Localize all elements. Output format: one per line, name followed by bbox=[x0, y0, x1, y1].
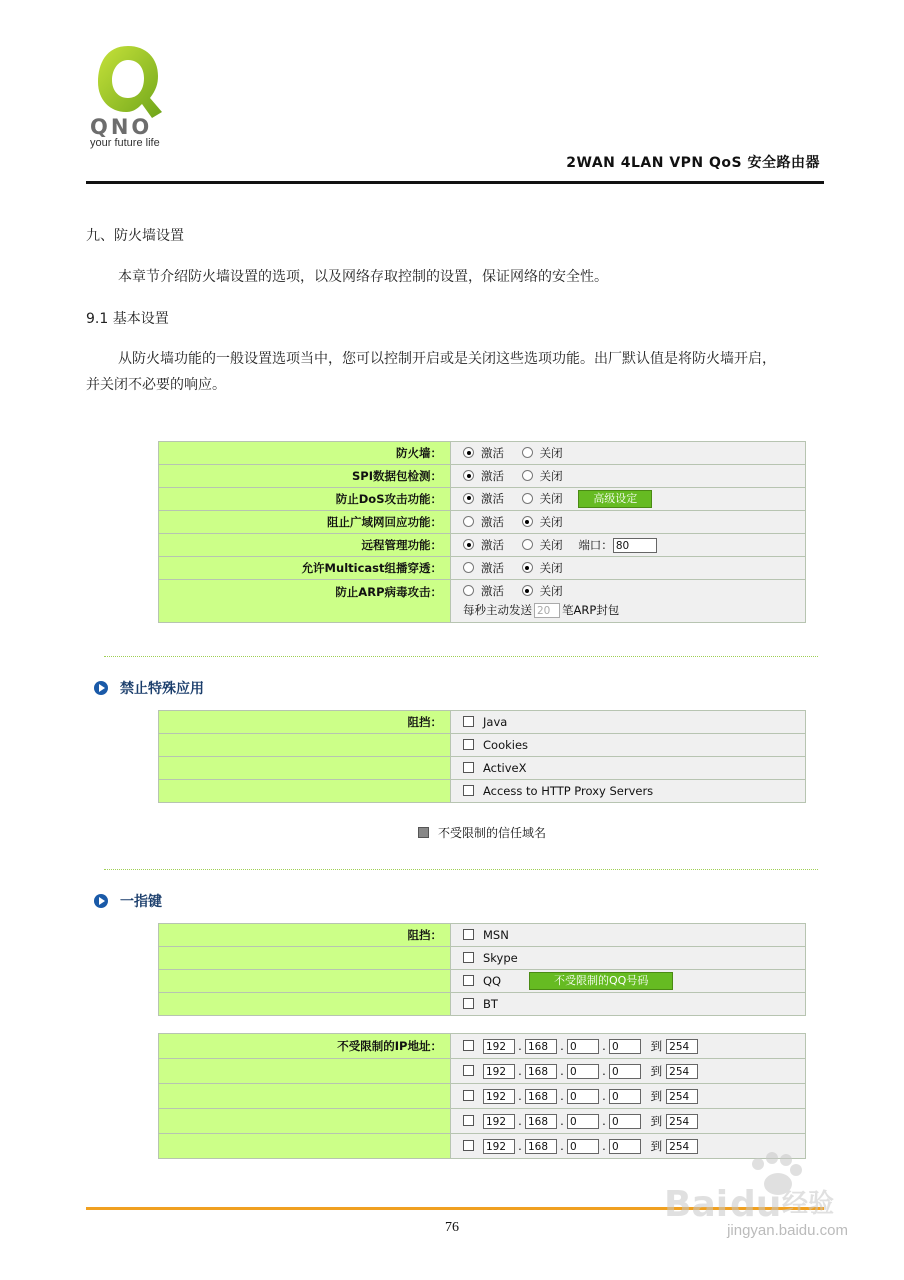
section-intro-line2: 并关闭不必要的响应。 bbox=[86, 377, 226, 393]
radio-label-on: 激活 bbox=[481, 469, 504, 483]
table-row: 不受限制的IP地址： 192 . 168 . 0 . 0 到 254 bbox=[159, 1034, 806, 1059]
ip-start-octet-1[interactable]: 192 bbox=[483, 1114, 515, 1129]
page-number: 76 bbox=[445, 1220, 459, 1235]
to-label: 到 bbox=[650, 1139, 663, 1153]
one-key-title: 一指键 bbox=[120, 894, 162, 910]
block-label: 阻挡： bbox=[159, 924, 451, 947]
row-wan-response bbox=[159, 511, 806, 534]
radio-remote-on[interactable] bbox=[463, 539, 474, 550]
table-row bbox=[159, 711, 806, 734]
table-row bbox=[159, 924, 806, 947]
radio-label-off: 关闭 bbox=[539, 538, 563, 552]
item-label: ActiveX bbox=[483, 761, 527, 775]
checkbox-java[interactable] bbox=[463, 716, 474, 727]
header-rule bbox=[86, 181, 824, 184]
checkbox-ip-range[interactable] bbox=[463, 1140, 474, 1151]
arrow-circle-icon bbox=[94, 681, 108, 695]
dos-advanced-button[interactable]: 高级设定 bbox=[578, 490, 652, 508]
radio-label-on: 激活 bbox=[481, 515, 504, 529]
watermark-url: jingyan.baidu.com bbox=[727, 1222, 848, 1239]
radio-dos-off[interactable] bbox=[522, 493, 533, 504]
label-firewall: 防火墙： bbox=[159, 442, 451, 465]
checkbox-skype[interactable] bbox=[463, 952, 474, 963]
label-spi: SPI数据包检测： bbox=[159, 465, 451, 488]
checkbox-trusted-domain[interactable] bbox=[418, 827, 429, 838]
label-multicast: 允许Multicast组播穿透： bbox=[159, 557, 451, 580]
svg-text:QNO: QNO bbox=[90, 115, 153, 139]
radio-remote-off[interactable] bbox=[522, 539, 533, 550]
chapter-intro: 本章节介绍防火墙设置的选项，以及网络存取控制的设置，保证网络的安全性。 bbox=[118, 269, 608, 285]
firewall-settings-table bbox=[158, 441, 806, 623]
radio-label-off: 关闭 bbox=[539, 491, 563, 506]
checkbox-ip-range[interactable] bbox=[463, 1090, 474, 1101]
block-label: 阻挡： bbox=[159, 711, 451, 734]
section-divider bbox=[104, 869, 818, 870]
radio-label-off: 关闭 bbox=[539, 584, 563, 598]
radio-label-off: 关闭 bbox=[539, 561, 563, 575]
radio-firewall-on[interactable] bbox=[463, 447, 474, 458]
checkbox-ip-range[interactable] bbox=[463, 1040, 474, 1051]
table-row bbox=[159, 734, 806, 757]
svg-text:经验: 经验 bbox=[782, 1189, 835, 1219]
radio-label-on: 激活 bbox=[481, 561, 504, 575]
ip-start-octet-4[interactable]: 0 bbox=[609, 1089, 641, 1104]
row-dos bbox=[159, 488, 806, 511]
row-remote-management bbox=[159, 534, 806, 557]
checkbox-bt[interactable] bbox=[463, 998, 474, 1009]
checkbox-cookies[interactable] bbox=[463, 739, 474, 750]
radio-multicast-off[interactable] bbox=[522, 562, 533, 573]
radio-label-off: 关闭 bbox=[539, 515, 563, 529]
ip-start-octet-4[interactable]: 0 bbox=[609, 1114, 641, 1129]
ip-start-octet-4[interactable]: 0 bbox=[609, 1039, 641, 1054]
row-multicast bbox=[159, 557, 806, 580]
row-firewall bbox=[159, 442, 806, 465]
to-label: 到 bbox=[650, 1089, 663, 1103]
table-row: 192 . 168 . 0 . 0 到 254 bbox=[159, 1134, 806, 1159]
one-key-heading bbox=[94, 891, 162, 911]
ip-label: 不受限制的IP地址： bbox=[159, 1034, 451, 1059]
port-label: 端口： bbox=[578, 538, 613, 552]
radio-firewall-off[interactable] bbox=[522, 447, 533, 458]
arp-rate-suffix: 笔ARP封包 bbox=[562, 603, 620, 617]
svg-text:du: du bbox=[730, 1184, 782, 1225]
row-spi bbox=[159, 465, 806, 488]
radio-spi-on[interactable] bbox=[463, 470, 474, 481]
special-apps-title: 禁止特殊应用 bbox=[120, 681, 204, 697]
ip-end-octet[interactable]: 254 bbox=[666, 1089, 698, 1104]
ip-start-octet-2[interactable]: 168 bbox=[525, 1089, 557, 1104]
table-row bbox=[159, 947, 806, 970]
radio-label-on: 激活 bbox=[481, 446, 504, 460]
radio-wan-response-off[interactable] bbox=[522, 516, 533, 527]
checkbox-ip-range[interactable] bbox=[463, 1115, 474, 1126]
arrow-circle-icon bbox=[94, 894, 108, 908]
to-label: 到 bbox=[650, 1114, 663, 1128]
item-label: Cookies bbox=[483, 738, 529, 752]
radio-label-on: 激活 bbox=[481, 584, 504, 598]
checkbox-qq[interactable] bbox=[463, 975, 474, 986]
section-heading: 9.1 基本设置 bbox=[86, 311, 169, 327]
trusted-domain-label: 不受限制的信任域名 bbox=[438, 826, 547, 840]
chapter-heading: 九、防火墙设置 bbox=[86, 228, 184, 244]
radio-arp-off[interactable] bbox=[522, 585, 533, 596]
arp-rate-prefix: 每秒主动发送 bbox=[463, 603, 532, 617]
ip-start-octet-2[interactable]: 168 bbox=[525, 1039, 557, 1054]
ip-start-octet-1[interactable]: 192 bbox=[483, 1089, 515, 1104]
to-label: 到 bbox=[650, 1039, 663, 1053]
logo-tagline: your future life bbox=[90, 137, 160, 149]
label-wan-response: 阻止广域网回应功能： bbox=[159, 511, 451, 534]
table-row bbox=[159, 970, 806, 993]
table-row: 192 . 168 . 0 . 0 到 254 bbox=[159, 1109, 806, 1134]
ip-end-octet[interactable]: 254 bbox=[666, 1114, 698, 1129]
ip-start-octet-4[interactable]: 0 bbox=[609, 1139, 641, 1154]
radio-label-on: 激活 bbox=[481, 538, 504, 552]
row-arp bbox=[159, 580, 806, 623]
qno-logo bbox=[88, 42, 178, 152]
ip-start-octet-3[interactable]: 0 bbox=[567, 1114, 599, 1129]
item-label: MSN bbox=[483, 928, 509, 942]
special-apps-table bbox=[158, 710, 806, 803]
document-title: 2WAN 4LAN VPN QoS 安全路由器 bbox=[566, 155, 820, 171]
table-row bbox=[159, 780, 806, 803]
label-dos: 防止DoS攻击功能： bbox=[159, 488, 451, 511]
ip-start-octet-1[interactable]: 192 bbox=[483, 1064, 515, 1079]
to-label: 到 bbox=[650, 1064, 663, 1078]
radio-label-off: 关闭 bbox=[539, 469, 563, 483]
label-remote-management: 远程管理功能： bbox=[159, 534, 451, 557]
special-apps-heading bbox=[94, 678, 204, 698]
ip-start-octet-3[interactable]: 0 bbox=[567, 1089, 599, 1104]
ip-start-octet-4[interactable]: 0 bbox=[609, 1064, 641, 1079]
ip-start-octet-1[interactable]: 192 bbox=[483, 1139, 515, 1154]
unrestricted-qq-button[interactable]: 不受限制的QQ号码 bbox=[529, 972, 673, 990]
radio-multicast-on[interactable] bbox=[463, 562, 474, 573]
label-arp: 防止ARP病毒攻击： bbox=[159, 580, 451, 623]
checkbox-ip-range[interactable] bbox=[463, 1065, 474, 1076]
radio-arp-on[interactable] bbox=[463, 585, 474, 596]
ip-start-octet-2[interactable]: 168 bbox=[525, 1139, 557, 1154]
ip-end-octet[interactable]: 254 bbox=[666, 1064, 698, 1079]
checkbox-msn[interactable] bbox=[463, 929, 474, 940]
ip-start-octet-1[interactable]: 192 bbox=[483, 1039, 515, 1054]
port-input[interactable]: 80 bbox=[613, 538, 657, 553]
table-row bbox=[159, 993, 806, 1016]
arp-rate-input[interactable]: 20 bbox=[534, 603, 560, 618]
ip-start-octet-3[interactable]: 0 bbox=[567, 1139, 599, 1154]
item-label: BT bbox=[483, 997, 498, 1011]
radio-dos-on[interactable] bbox=[463, 493, 474, 504]
item-label: QQ bbox=[483, 973, 502, 988]
unrestricted-ip-table bbox=[158, 1033, 806, 1159]
table-row: 192 . 168 . 0 . 0 到 254 bbox=[159, 1059, 806, 1084]
item-label: Skype bbox=[483, 951, 518, 965]
one-key-table bbox=[158, 923, 806, 1016]
checkbox-activex[interactable] bbox=[463, 762, 474, 773]
ip-start-octet-2[interactable]: 168 bbox=[525, 1064, 557, 1079]
table-row: 192 . 168 . 0 . 0 到 254 bbox=[159, 1084, 806, 1109]
radio-label-on: 激活 bbox=[481, 491, 504, 506]
checkbox-http-proxy[interactable] bbox=[463, 785, 474, 796]
section-intro-line1: 从防火墙功能的一般设置选项当中，您可以控制开启或是关闭这些选项功能。出厂默认值是将防火墙开启， bbox=[118, 351, 776, 367]
section-divider bbox=[104, 656, 818, 657]
radio-wan-response-on[interactable] bbox=[463, 516, 474, 527]
ip-end-octet[interactable]: 254 bbox=[666, 1139, 698, 1154]
table-row bbox=[159, 757, 806, 780]
radio-label-off: 关闭 bbox=[539, 446, 563, 460]
item-label: Java bbox=[483, 715, 508, 729]
ip-start-octet-3[interactable]: 0 bbox=[567, 1039, 599, 1054]
item-label: Access to HTTP Proxy Servers bbox=[483, 784, 654, 798]
ip-start-octet-3[interactable]: 0 bbox=[567, 1064, 599, 1079]
radio-spi-off[interactable] bbox=[522, 470, 533, 481]
trusted-domain-option bbox=[418, 824, 546, 841]
ip-end-octet[interactable]: 254 bbox=[666, 1039, 698, 1054]
ip-start-octet-2[interactable]: 168 bbox=[525, 1114, 557, 1129]
svg-text:Bai: Bai bbox=[664, 1184, 729, 1225]
